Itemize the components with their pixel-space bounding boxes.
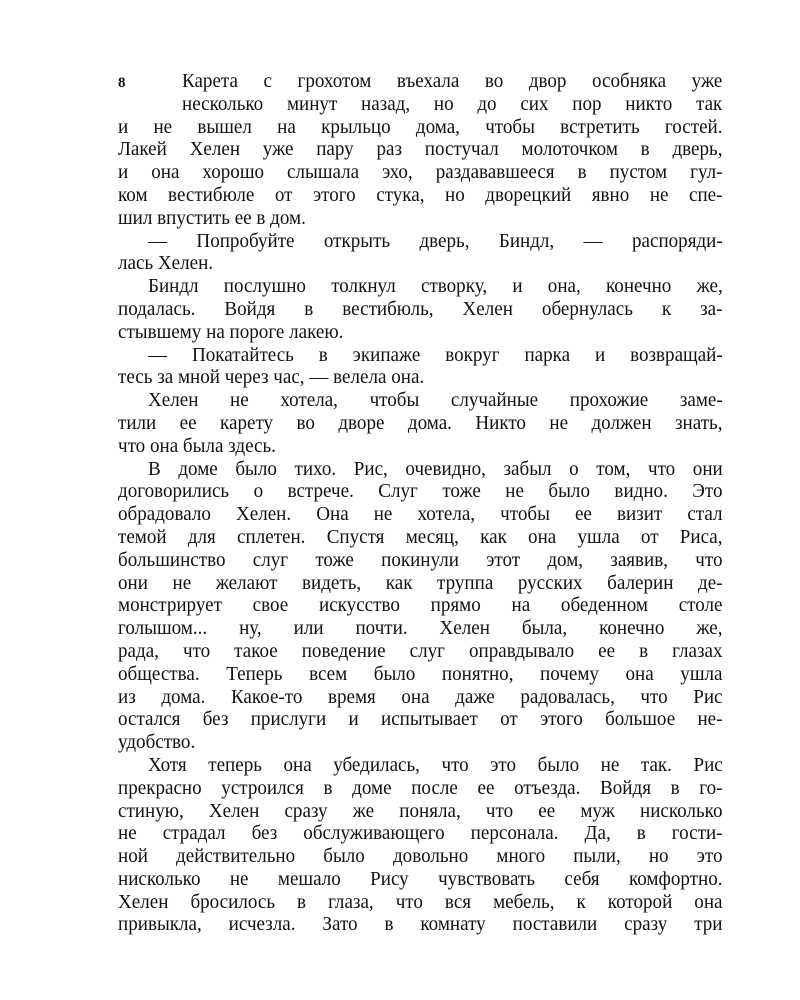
text-line: В доме было тихо. Рис, очевидно, забыл о том, что они: [148, 457, 723, 480]
text-line: несколько минут назад, но до сих пор никто так: [182, 92, 723, 115]
text-line: что она была здесь.: [118, 434, 276, 457]
text-line: большинство слуг тоже покинули этот дом, заявив, что: [118, 548, 723, 571]
body-text: [118, 70, 722, 936]
text-line: лась Хелен.: [118, 252, 214, 275]
text-line: стиную, Хелен сразу же поняла, что ее муж нисколько: [118, 799, 723, 822]
text-line: прекрасно устроился в доме после ее отъезда. Войдя в го-: [118, 776, 723, 799]
text-line: монстрирует свое искусство прямо на обеденном столе: [118, 594, 723, 617]
text-line: тесь за мной через час, — велела она.: [118, 366, 425, 389]
page-number: 8: [118, 75, 126, 91]
text-line: тили ее карету во дворе дома. Никто не должен знать,: [118, 411, 723, 434]
text-line: Карета с грохотом въехала во двор особняка уже: [182, 70, 723, 92]
text-line: не страдал без обслуживающего персонала. Да, в гости-: [118, 822, 723, 845]
text-line: Хотя теперь она убедилась, что это было не так. Рис: [148, 753, 723, 776]
text-line: договорились о встрече. Слуг тоже не было видно. Это: [118, 480, 723, 503]
text-line: привыкла, исчезла. Зато в комнату поставили сразу три: [118, 913, 723, 936]
text-line: Хелен не хотела, чтобы случайные прохожие заме-: [148, 389, 723, 412]
text-line: — Попробуйте открыть дверь, Биндл, — распоряди-: [148, 229, 723, 252]
text-line: шил впустить ее в дом.: [118, 206, 306, 229]
text-line: темой для сплетен. Спустя месяц, как она ушла от Риса,: [118, 525, 723, 548]
text-line: ком вестибюле от этого стука, но дворецкий явно не спе-: [118, 183, 723, 206]
text-line: нисколько не мешало Рису чувствовать себя комфортно.: [118, 867, 723, 890]
text-line: обрадовало Хелен. Она не хотела, чтобы ее визит стал: [118, 503, 723, 526]
text-line: стывшему на пороге лакею.: [118, 320, 344, 343]
text-line: они не желают видеть, как труппа русских балерин де-: [118, 571, 723, 594]
text-line: Хелен бросилось в глаза, что вся мебель, к которой она: [118, 890, 723, 913]
text-line: общества. Теперь всем было понятно, почему она ушла: [118, 662, 723, 685]
text-line: — Покатайтесь в экипаже вокруг парка и возвращай-: [148, 343, 723, 366]
text-line: и она хорошо слышала эхо, раздававшееся в пустом гул-: [118, 161, 723, 184]
text-line: из дома. Какое-то время она даже радовалась, что Рис: [118, 685, 723, 708]
text-line: остался без прислуги и испытывает от этого большое не-: [118, 708, 723, 731]
text-line: и не вышел на крыльцо дома, чтобы встретить гостей.: [118, 115, 723, 138]
text-line: ной действительно было довольно много пыли, но это: [118, 845, 723, 868]
text-line: Лакей Хелен уже пару раз постучал молоточком в дверь,: [118, 138, 723, 161]
text-line: голышом... ну, или почти. Хелен была, конечно же,: [118, 617, 723, 640]
text-line: удобство.: [118, 731, 196, 754]
text-line: подалась. Войдя в вестибюль, Хелен обернулась к за-: [118, 297, 723, 320]
text-line: рада, что такое поведение слуг оправдывало ее в глазах: [118, 639, 723, 662]
text-line: Биндл послушно толкнул створку, и она, конечно же,: [148, 275, 723, 298]
